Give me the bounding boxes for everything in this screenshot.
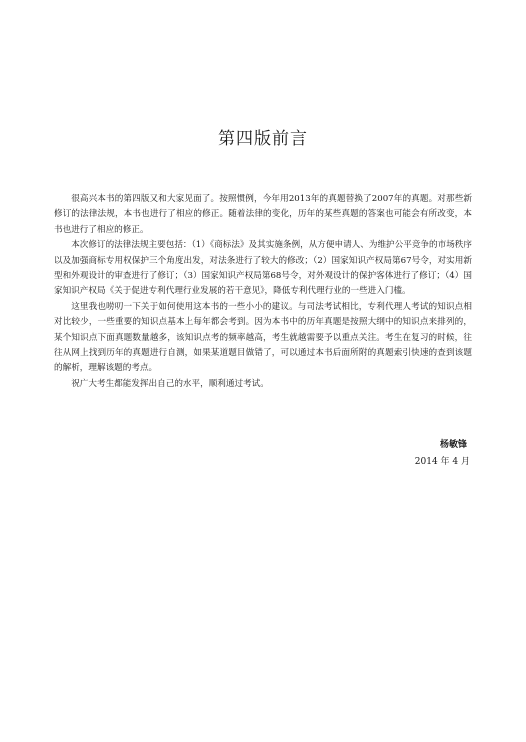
page-title: 第四版前言 (218, 129, 308, 149)
paragraph-3: 这里我也唠叨一下关于如何使用这本书的一些小小的建议。与司法考试相比，专利代理人考试的知识点相对比较少，一些重要的知识点基本上每年都会考到。因为本书中的历年真题是按照大纲中的知识点来排列的，某个知识点下面真题数量越多，该知识点考的频率越高，考生就越需要予以重点关注。考生在复习的时候，往往从网上找到历年的真题进行自测，如果某道题目做错了，可以通过本书后面所附的真题索引快速的查到该题的解析，理解该题的考点。 (54, 301, 472, 374)
author-name: 杨敏锋 (439, 440, 467, 450)
paragraph-4: 祝广大考生都能发挥出自己的水平，顺利通过考试。 (71, 378, 269, 389)
signature-date: 2014 年 4 月 (414, 457, 470, 467)
paragraph-1: 很高兴本书的第四版又和大家见面了。按照惯例，今年用2013年的真题替换了2007年的真题。对那些新修订的法律法规，本书也进行了相应的修正。随着法律的变化，历年的某些真题的答案也可能会有所改变，本书也进行了相应的修正。 (54, 194, 472, 235)
signature-block (415, 437, 470, 471)
paragraph-2: 本次修订的法律法规主要包括：（1）《商标法》及其实施条例，从方便申请人、为维护公平竞争的市场秩序以及加强商标专用权保护三个角度出发，对法条进行了较大的修改；（2）国家知识产权局第67号令，对实用新型和外观设计的审查进行了修订；（3）国家知识产权局第68号令，对外观设计的保护客体进行了修订；（4）国家知识产权局《关于促进专利代理行业发展的若干意见》，降低专利代理行业的一些进入门槛。 (54, 240, 472, 297)
preface-body (54, 192, 472, 392)
